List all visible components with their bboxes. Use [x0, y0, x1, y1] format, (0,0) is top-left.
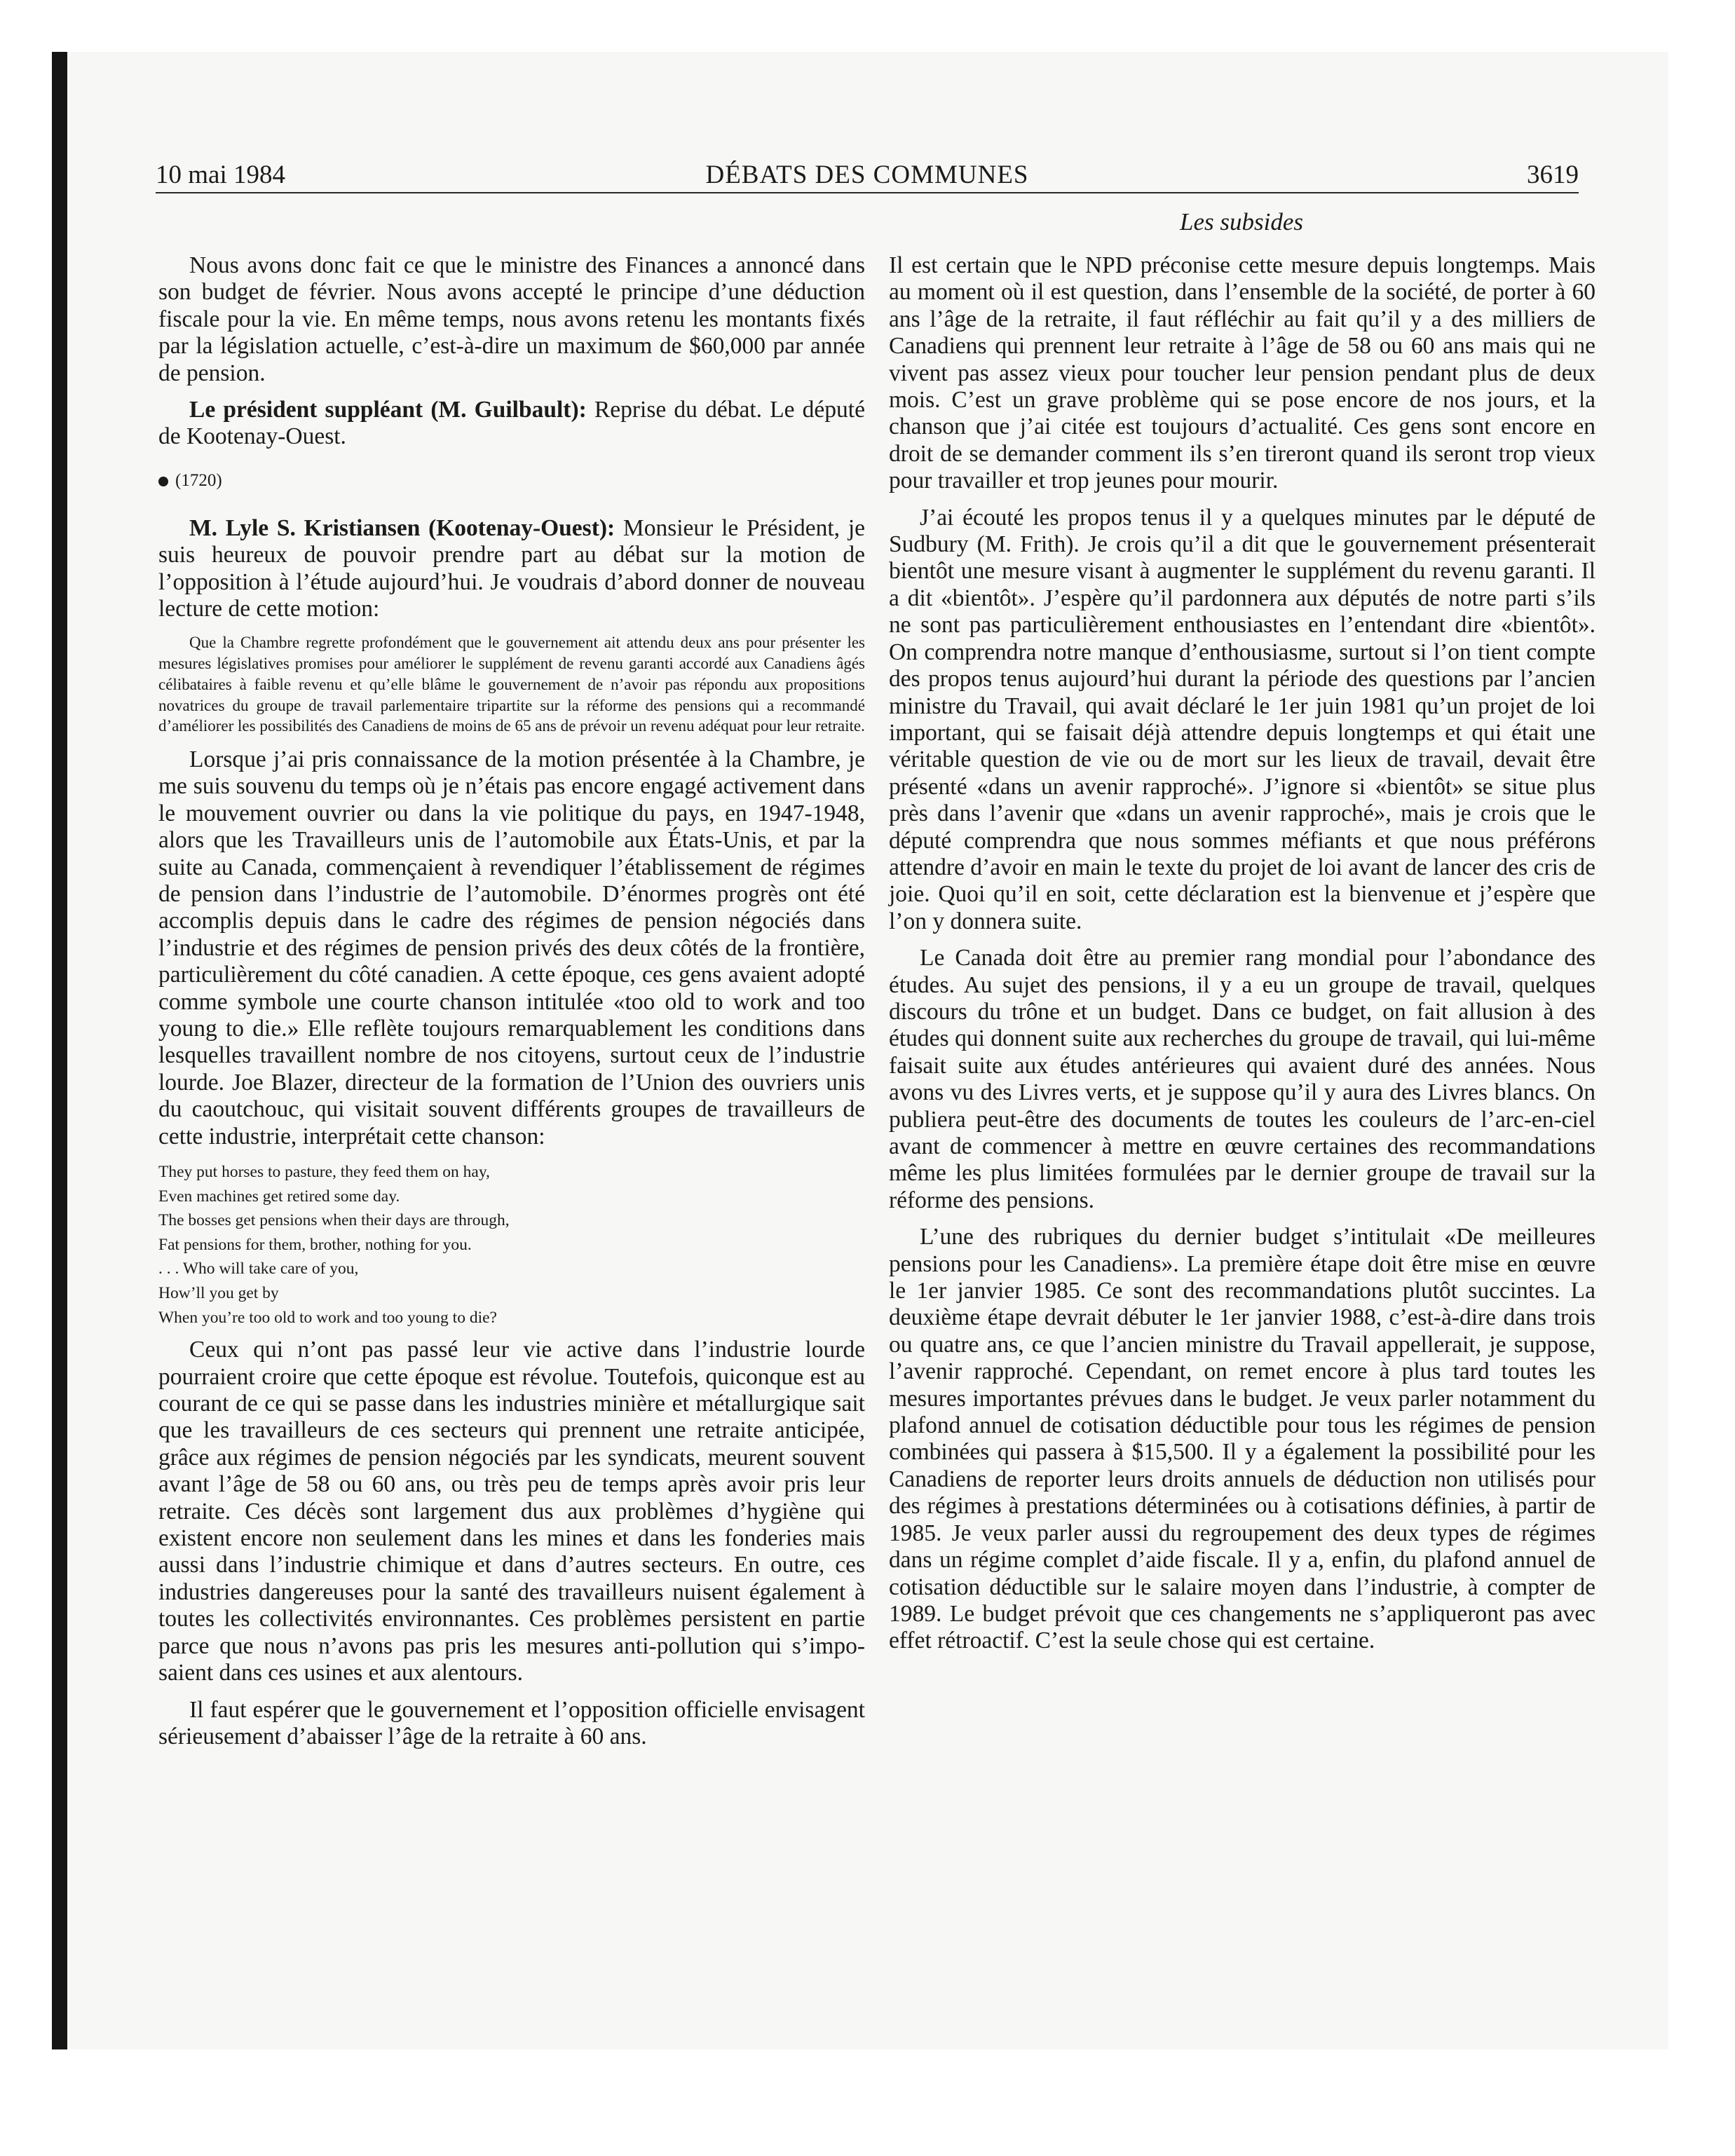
bullet-icon [158, 477, 168, 486]
song-line: Fat pensions for them, brother, nothing for you. [158, 1235, 472, 1254]
paragraph: L’une des rubriques du dernier budget s’intitulait «De meilleures pensions pour les Canadiens». La première étape doit être mise en œuvre le 1er janvier 1985. Ce sont des recommandations plutôt succintes. La deuxième étape devrait débuter le 1er janvier 1988, c’est-à-dire dans trois ou quatre ans, ce que l’ancien ministre du Travail appellerait, je suppose, l’avenir rapproché. Cependant, on remet encore à plus tard toutes les mesures importantes prévues dans le budget. Je veux parler notamment du plafond annuel de cotisation déductible pour tous les régimes de pension combinées qui passera à $15,500. Il y a également la possibilité pour les Canadiens de reporter leurs droits annuels de déduction non utilisés pour des régimes à prestations déterminées ou à cotisations définies, à partir de 1985. Je veux parler aussi du regroupement des deux types de régimes dans un régime complet d’aide fiscale. Il y a, enfin, du plafond annuel de cotisation déductible sur le salaire moyen dans l’industrie, à compter de 1989. Le budget prévoit que ces changements ne s’appliqueront pas avec effet rétroactif. C’est la seule chose qui est certaine. [889, 1224, 1595, 1654]
time-marker [158, 470, 865, 491]
paragraph: Ceux qui n’ont pas passé leur vie active dans l’industrie lourde pourraient croire que cette époque est révolue. Toutefois, quiconque est au courant de ce qui se passe dans les industries minière et métallurgique sait que les travailleurs de ces secteurs qui prennent une retraite anticipée, grâce aux régimes de pension négociés par les syndicats, meurent souvent avant l’âge de 58 ou 60 ans, ou très peu de temps après avoir pris leur retraite. Ces décès sont largement dus aux problèmes d’hygiène qui existent encore non seulement dans les mines et dans les fonderies mais aussi dans l’industrie chimique et dans d’autres secteurs. En outre, ces industries dangereuses pour la santé des travailleurs nuisent également à toutes les collectivités environnantes. Ces problèmes persistent en partie parce que nous n’avons pas pris les mesures anti-pollution qui s’imposaient dans ces usines et aux alentours. [158, 1337, 865, 1686]
song-line: Even machines get retired some day. [158, 1187, 400, 1206]
paragraph: Nous avons donc fait ce que le ministre des Finances a annoncé dans son budget de février. Nous avons accepté le principe d’une déduction fiscale pour la vie. En même temps, nous avons retenu les montants fixés par la législation actuelle, c’est-à-dire un maximum de $60,000 par année de pension. [158, 252, 865, 386]
header-page-number: 3619 [1527, 161, 1579, 189]
song-line: The bosses get pensions when their days are through, [158, 1211, 510, 1230]
speaker-paragraph [158, 515, 865, 623]
right-column [889, 252, 1595, 1665]
song-line: They put horses to pasture, they feed them on hay, [158, 1163, 490, 1182]
song-line: When you’re too old to work and too young to die? [158, 1308, 497, 1327]
paragraph: Le Canada doit être au premier rang mondial pour l’abondance des études. Au sujet des pensions, il y a eu un groupe de travail, quelques discours du trône et un budget. Dans ce budget, on fait allusion à des études qui donnent suite aux recherches du groupe de travail, qui lui-même faisait suite aux études antérieures qui avaient duré des années. Nous avons vu des Livres verts, et je suppose qu’il y aura des Livres blancs. On publiera peut-être des documents de toutes les couleurs de l’arc-en-ciel avant de commencer à mettre en œuvre certaines des recommandations même les plus limitées formulées par le dernier groupe de travail sur la réforme des pensions. [889, 945, 1595, 1213]
speaker-name: M. Lyle S. Kristiansen (Kootenay-Ouest): [189, 514, 615, 541]
paragraph: Il faut espérer que le gouvernement et l’opposition officielle envisagent sérieusement d’abaisser l’âge de la retraite à 60 ans. [158, 1696, 865, 1749]
header-date: 10 mai 1984 [156, 161, 285, 189]
speaker-text: Monsieur le Président, je suis heureux de pouvoir prendre part au débat sur la motion de l’opposition à l’étude aujourd’hui. Je voudrais d’abord donner de nouveau lecture de cette motion: [158, 514, 865, 622]
header-title: DÉBATS DES COMMUNES [705, 161, 1029, 189]
paragraph: Lorsque j’ai pris connaissance de la motion présentée à la Chambre, je me suis souvenu du temps où je n’étais pas encore engagé activement dans le mouvement ouvrier ou dans la vie politique du pays, en 1947-1948, alors que les Travailleurs unis de l’automobile aux États-Unis, et par la suite au Canada, commençaient à revendiquer l’établissement de régimes de pension dans l’industrie de l’automobile. D’énormes progrès ont été accomplis depuis dans le cadre des régimes de pension négociés dans l’industrie et des régimes de pension privés des deux côtés de la frontière, particulièrement du côté canadien. A cette époque, ces gens avaient adopté comme symbole une courte chanson intitulée «too old to work and too young to die.» Elle reflète toujours remarquablement les conditions dans lesquelles travaillent nombre de nos citoyens, surtout ceux de l’industrie lourde. Joe Blazer, directeur de la formation de l’Union des ouvriers unis du caoutchouc, qui visitait souvent différents groupes de travailleurs de cette industrie, interprétait cette chanson: [158, 746, 865, 1149]
speaker-name: Le président suppléant (M. Guilbault): [189, 397, 587, 423]
song-line: . . . Who will take care of you, [158, 1260, 359, 1278]
time-marker-label: (1720) [175, 470, 222, 490]
scan-edge-bar [52, 52, 67, 2049]
page-header [156, 158, 1579, 193]
song-quote [158, 1160, 865, 1330]
section-title: Les subsides [1180, 208, 1303, 236]
speaker-paragraph [158, 397, 865, 451]
paragraph: J’ai écouté les propos tenus il y a quelques minutes par le député de Sudbury (M. Frith). Je crois qu’il a dit que le gouvernement présenterait bientôt une mesure visant à augmenter le supplément du revenu garanti. Il a dit «bientôt». J’espère qu’il pardonnera aux députés de notre parti s’ils ne sont pas particulièrement enthousiastes en l’entendant dire «bientôt». On comprendra notre manque d’enthousiasme, surtout si l’on tient compte des propos tenus aujourd’hui durant la période des questions par l’ancien ministre du Travail, qui avait déclaré le 1er juin 1981 qu’un projet de loi important, qui se faisait déjà attendre depuis longtemps et qui était une véritable question de vie ou de mort sur les lieux de travail, devait être présenté «dans un avenir rapproché». J’ignore si «bientôt» se situe plus près dans l’avenir que «dans un avenir rapproché», mais je crois que le député comprendra que nous sommes méfiants et que nous préférons attendre d’avoir en main le texte du projet de loi avant de lancer des cris de joie. Quoi qu’il en soit, cette déclaration est la bienvenue et j’espère que l’on y donnera suite. [889, 504, 1595, 934]
song-line: How’ll you get by [158, 1284, 279, 1303]
motion-quote: Que la Chambre regrette profondément que le gouvernement ait attendu deux ans pour présenter les mesures législatives promises pour améliorer le supplément de revenu garanti accordé aux Canadiens âgés célibataires à faible revenu et qu’elle blâme le gouvernement de n’avoir pas répondu aux propositions novatrices du groupe de travail parlementaire tripartite sur la réforme des pensions qui a recommandé d’améliorer les possibilités des Canadiens de moins de 65 ans de prévoir un revenu adéquat pour leur retraite. [158, 634, 865, 735]
speaker-text: Reprise du débat. Le député de Kootenay-Ouest. [158, 397, 865, 450]
paragraph: Il est certain que le NPD préconise cette mesure depuis longtemps. Mais au moment où il est question, dans l’ensemble de la société, de porter à 60 ans l’âge de la retraite, il faut réfléchir au fait qu’il y a des milliers de Canadiens qui prennent leur retraite à l’âge de 58 ou 60 ans mais qui ne vivent pas assez vieux pour toucher leur pension pendant plus de deux mois. C’est un grave problème qui se pose encore de nos jours, et la chanson que j’ai citée est toujours d’actualité. Ces gens sont encore en droit de se demander comment ils s’en tireront quand ils seront trop vieux pour travailler et trop jeunes pour mourir. [889, 252, 1595, 494]
left-column [158, 252, 865, 1760]
